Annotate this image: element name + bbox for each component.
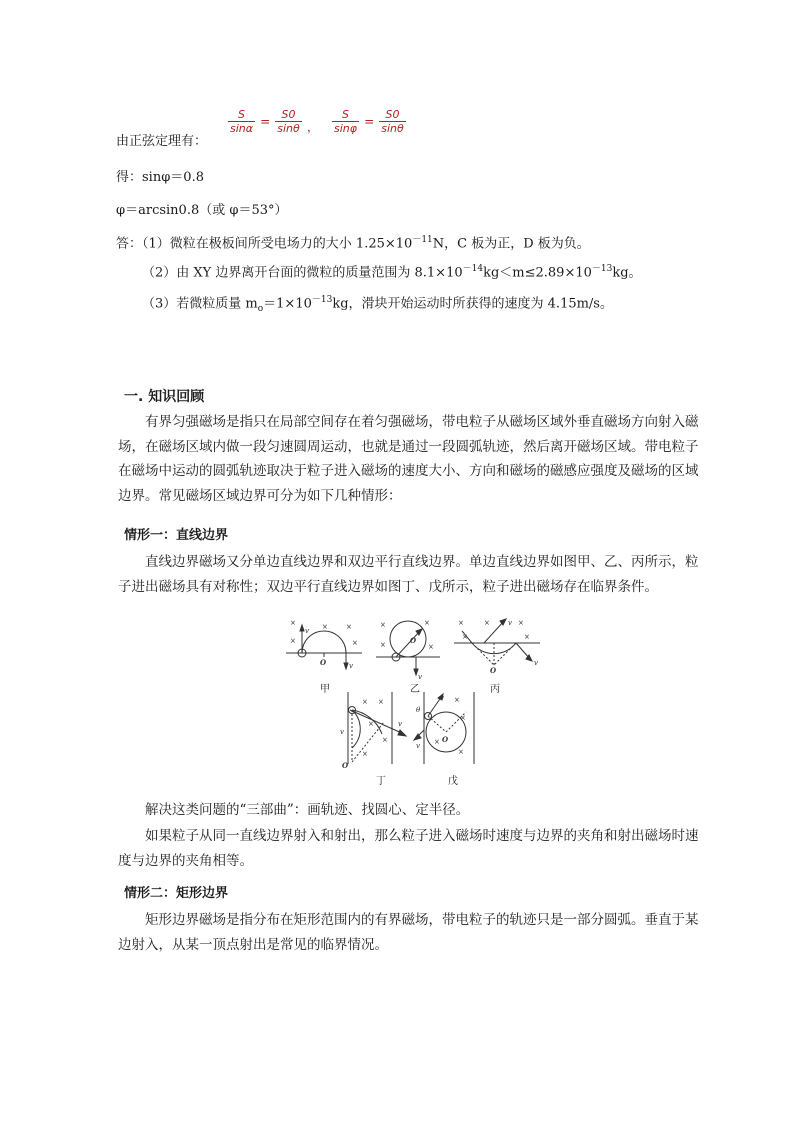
svg-text:v: v bbox=[349, 662, 353, 670]
svg-text:×: × bbox=[434, 738, 440, 746]
sine-rule-line bbox=[116, 130, 207, 149]
svg-text:×: × bbox=[458, 619, 464, 627]
three-steps-paragraph: 解决这类问题的“三部曲”：画轨迹、找圆心、定半径。 bbox=[145, 802, 470, 818]
svg-text:×: × bbox=[362, 750, 368, 758]
svg-text:v: v bbox=[416, 742, 420, 750]
svg-text:×: × bbox=[346, 623, 352, 631]
figure-double-boundary bbox=[338, 690, 478, 770]
svg-text:×: × bbox=[290, 637, 296, 645]
figure-ding bbox=[348, 692, 406, 764]
svg-text:v: v bbox=[340, 728, 344, 736]
svg-text:v: v bbox=[440, 694, 444, 702]
fraction-s0-sin-theta-2: $\frac{S0}{\sin\theta}$ bbox=[381, 108, 404, 135]
svg-text:v: v bbox=[305, 627, 309, 635]
figure-wu bbox=[414, 692, 474, 764]
intro-paragraph: 有界匀强磁场是指只在局部空间存在着匀强磁场，带电粒子从磁场区域外垂直磁场方向射入磁场，在磁场区域内做一段匀速圆周运动，也就是通过一段圆弧轨迹，然后离开磁场区域。带电粒子在磁场中运动的圆弧轨迹取决于粒子进入磁场的速度大小、方向和磁场的磁感应强度及磁场的区域边界。常见磁场区域边界可分为如下几种情形： bbox=[118, 414, 699, 504]
section-heading: 一. 知识回顾 bbox=[124, 389, 205, 405]
svg-text:×: × bbox=[368, 720, 374, 728]
svg-text:×: × bbox=[322, 623, 328, 631]
answer-label: 答： bbox=[116, 236, 143, 252]
svg-text:×: × bbox=[454, 696, 460, 704]
svg-text:×: × bbox=[462, 633, 468, 641]
svg-text:v: v bbox=[534, 659, 538, 667]
fraction-s-sin-phi: $\frac{S}{\sin\varphi}$ bbox=[334, 108, 358, 135]
svg-text:×: × bbox=[290, 619, 296, 627]
fraction-s-sin-alpha: $\frac{S}{\sin\alpha}$ bbox=[230, 108, 254, 135]
sine-rule-prefix: 由正弦定理有： bbox=[116, 134, 208, 149]
svg-text:v: v bbox=[508, 619, 512, 627]
svg-text:O: O bbox=[342, 761, 349, 770]
svg-text:O: O bbox=[320, 658, 327, 667]
fraction-s0-sin-theta: $\frac{S0}{\sin\theta}$ bbox=[277, 108, 300, 135]
figure-label-yi: 乙 bbox=[410, 684, 420, 695]
svg-text:×: × bbox=[524, 633, 530, 641]
svg-text:×: × bbox=[518, 619, 524, 627]
case1-title: 情形一：直线边界 bbox=[124, 528, 229, 543]
svg-text:×: × bbox=[352, 639, 358, 647]
figure-label-bing: 丙 bbox=[490, 684, 500, 695]
svg-text:O: O bbox=[442, 735, 449, 744]
symmetry-paragraph: 如果粒子从同一直线边界射入和射出，那么粒子进入磁场时速度与边界的夹角和射出磁场时速度与边界的夹角相等。 bbox=[118, 828, 699, 869]
answer-1: 答：（1）微粒在极板间所受电场力的大小 $1.25\times 10^{-11}N$，C 板为正，D 板为负。 bbox=[116, 235, 590, 252]
svg-text:×: × bbox=[428, 643, 434, 651]
svg-text:v: v bbox=[418, 673, 422, 681]
svg-text:O: O bbox=[490, 666, 497, 675]
sine-rule-equation-2: $\frac{S}{\sin\varphi}$ = $\frac{S0}{\sin\theta}$ bbox=[334, 108, 404, 135]
answer-2: （2）由 XY 边界离开台面的微粒的质量范围为 $8.1\times 10^{-14}kg<m\le 2.89\times 10^{-13}kg$。 bbox=[142, 264, 642, 281]
result-phi: φ＝arcsin0.8（或 φ＝53°） bbox=[116, 203, 288, 218]
svg-text:×: × bbox=[380, 621, 386, 629]
svg-text:×: × bbox=[380, 641, 386, 649]
svg-text:×: × bbox=[424, 619, 430, 627]
figure-label-ding: 丁 bbox=[376, 776, 386, 787]
answer-3: （3）若微粒质量 $m_o=1\times 10^{-13}kg$，滑块开始运动时所获得的速度为 4.15m/s。 bbox=[142, 295, 613, 314]
figure-label-jia: 甲 bbox=[320, 684, 330, 695]
svg-text:×: × bbox=[378, 698, 384, 706]
case1-paragraph: 直线边界磁场又分单边直线边界和双边平行直线边界。单边直线边界如图甲、乙、丙所示，粒子进出磁场具有对称性；双边平行直线边界如图丁、戊所示，粒子进出磁场存在临界条件。 bbox=[118, 554, 699, 595]
case2-title: 情形二：矩形边界 bbox=[124, 886, 229, 901]
svg-text:×: × bbox=[458, 748, 464, 756]
figure-label-wu: 戊 bbox=[448, 776, 458, 787]
sine-rule-equation-1: $\frac{S}{\sin\alpha}$ = $\frac{S0}{\sin\theta}$ ， bbox=[230, 108, 319, 135]
figure-bing bbox=[454, 619, 540, 665]
svg-text:θ: θ bbox=[416, 706, 421, 714]
svg-text:×: × bbox=[362, 698, 368, 706]
svg-text:×: × bbox=[382, 736, 388, 744]
result-sin-phi: 得：sinφ＝0.8 bbox=[116, 170, 204, 185]
case2-paragraph: 矩形边界磁场是指分布在矩形范围内的有界磁场，带电粒子的轨迹只是一部分圆弧。垂直于某边射入，从某一顶点射出是常见的临界情况。 bbox=[118, 912, 699, 953]
svg-text:×: × bbox=[484, 619, 490, 627]
svg-text:v: v bbox=[398, 720, 402, 728]
svg-text:O: O bbox=[410, 636, 417, 645]
svg-text:×: × bbox=[460, 714, 466, 722]
